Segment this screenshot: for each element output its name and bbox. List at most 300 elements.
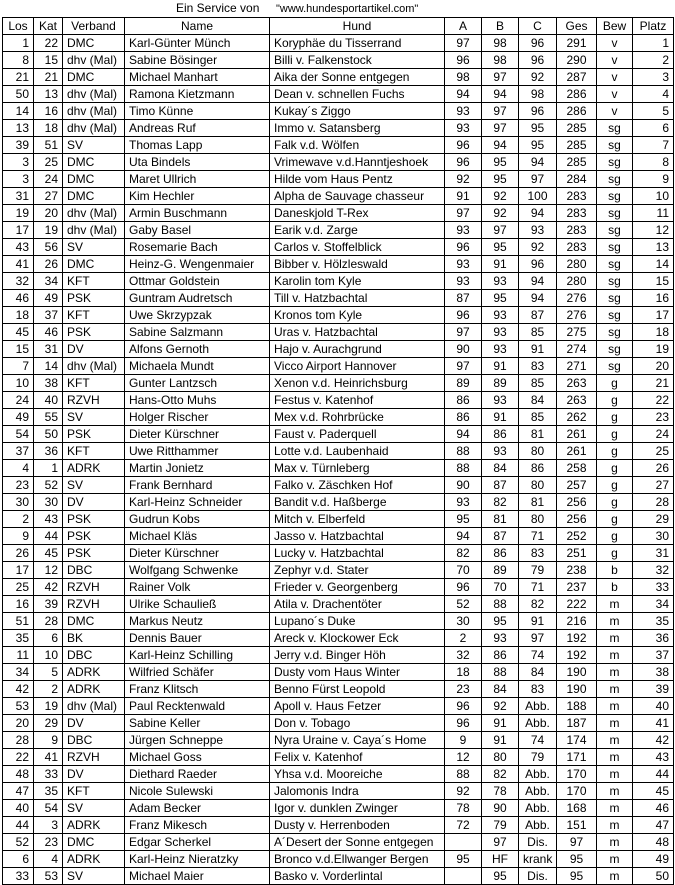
cell-verband: DMC bbox=[63, 69, 125, 86]
cell-name: Sabine Salzmann bbox=[125, 324, 270, 341]
cell-b: 78 bbox=[482, 783, 519, 800]
cell-platz: 37 bbox=[633, 647, 674, 664]
cell-kat: 36 bbox=[34, 443, 63, 460]
cell-c: 94 bbox=[519, 290, 557, 307]
cell-platz: 44 bbox=[633, 766, 674, 783]
cell-hund: Mitch v. Elberfeld bbox=[270, 511, 445, 528]
cell-ges: 285 bbox=[557, 154, 597, 171]
table-row bbox=[3, 783, 674, 800]
cell-los: 3 bbox=[3, 171, 34, 188]
cell-b: 84 bbox=[482, 681, 519, 698]
cell-los: 10 bbox=[3, 375, 34, 392]
table-row bbox=[3, 392, 674, 409]
cell-los: 44 bbox=[3, 817, 34, 834]
cell-bew: m bbox=[597, 681, 633, 698]
cell-verband: dhv (Mal) bbox=[63, 358, 125, 375]
cell-a: 90 bbox=[445, 341, 482, 358]
cell-platz: 50 bbox=[633, 868, 674, 885]
cell-los: 51 bbox=[3, 613, 34, 630]
cell-ges: 283 bbox=[557, 205, 597, 222]
cell-kat: 39 bbox=[34, 596, 63, 613]
cell-ges: 190 bbox=[557, 681, 597, 698]
cell-b: 93 bbox=[482, 443, 519, 460]
cell-verband: ADRK bbox=[63, 851, 125, 868]
cell-hund: Yhsa v.d. Mooreiche bbox=[270, 766, 445, 783]
cell-c: Abb. bbox=[519, 698, 557, 715]
cell-kat: 10 bbox=[34, 647, 63, 664]
cell-bew: m bbox=[597, 647, 633, 664]
cell-kat: 21 bbox=[34, 69, 63, 86]
cell-kat: 4 bbox=[34, 851, 63, 868]
cell-ges: 256 bbox=[557, 494, 597, 511]
cell-ges: 170 bbox=[557, 766, 597, 783]
cell-a: 96 bbox=[445, 579, 482, 596]
cell-kat: 31 bbox=[34, 341, 63, 358]
cell-verband: BK bbox=[63, 630, 125, 647]
cell-a: 91 bbox=[445, 188, 482, 205]
cell-name: Wolfgang Schwenke bbox=[125, 562, 270, 579]
cell-los: 1 bbox=[3, 35, 34, 52]
cell-kat: 33 bbox=[34, 766, 63, 783]
cell-c: 74 bbox=[519, 647, 557, 664]
table-row bbox=[3, 664, 674, 681]
cell-c: 97 bbox=[519, 630, 557, 647]
cell-hund: Falko v. Zäschken Hof bbox=[270, 477, 445, 494]
cell-name: Nicole Sulewski bbox=[125, 783, 270, 800]
cell-ges: 188 bbox=[557, 698, 597, 715]
cell-bew: sg bbox=[597, 120, 633, 137]
cell-hund: Benno Fürst Leopold bbox=[270, 681, 445, 698]
cell-los: 49 bbox=[3, 409, 34, 426]
cell-verband: PSK bbox=[63, 511, 125, 528]
cell-a: 98 bbox=[445, 69, 482, 86]
cell-b: 97 bbox=[482, 103, 519, 120]
table-row bbox=[3, 290, 674, 307]
cell-b: 94 bbox=[482, 86, 519, 103]
cell-kat: 19 bbox=[34, 698, 63, 715]
cell-hund: Aika der Sonne entgegen bbox=[270, 69, 445, 86]
cell-c: Abb. bbox=[519, 783, 557, 800]
cell-kat: 55 bbox=[34, 409, 63, 426]
cell-b: 95 bbox=[482, 154, 519, 171]
cell-hund: Max v. Türnleberg bbox=[270, 460, 445, 477]
cell-ges: 276 bbox=[557, 290, 597, 307]
cell-ges: 237 bbox=[557, 579, 597, 596]
cell-name: Wilfried Schäfer bbox=[125, 664, 270, 681]
cell-hund: Lotte v.d. Laubenhaid bbox=[270, 443, 445, 460]
cell-name: Gudrun Kobs bbox=[125, 511, 270, 528]
cell-name: Uwe Ritthammer bbox=[125, 443, 270, 460]
cell-verband: SV bbox=[63, 868, 125, 885]
cell-platz: 26 bbox=[633, 460, 674, 477]
cell-c: 71 bbox=[519, 528, 557, 545]
cell-c: 96 bbox=[519, 103, 557, 120]
cell-b: 91 bbox=[482, 732, 519, 749]
cell-c: 93 bbox=[519, 222, 557, 239]
cell-verband: SV bbox=[63, 477, 125, 494]
cell-kat: 6 bbox=[34, 630, 63, 647]
cell-b: 82 bbox=[482, 766, 519, 783]
cell-c: 82 bbox=[519, 596, 557, 613]
cell-kat: 15 bbox=[34, 52, 63, 69]
cell-c: 92 bbox=[519, 239, 557, 256]
cell-platz: 16 bbox=[633, 290, 674, 307]
column-header-kat: Kat bbox=[34, 18, 63, 35]
cell-verband: KFT bbox=[63, 443, 125, 460]
cell-verband: DBC bbox=[63, 732, 125, 749]
cell-b: 88 bbox=[482, 596, 519, 613]
cell-platz: 39 bbox=[633, 681, 674, 698]
cell-los: 28 bbox=[3, 732, 34, 749]
cell-verband: DV bbox=[63, 715, 125, 732]
cell-kat: 19 bbox=[34, 222, 63, 239]
cell-b: 92 bbox=[482, 205, 519, 222]
cell-ges: 222 bbox=[557, 596, 597, 613]
cell-b: 70 bbox=[482, 579, 519, 596]
cell-b: 80 bbox=[482, 749, 519, 766]
cell-a: 94 bbox=[445, 528, 482, 545]
cell-hund: Felix v. Katenhof bbox=[270, 749, 445, 766]
table-row bbox=[3, 732, 674, 749]
table-row bbox=[3, 562, 674, 579]
table-row bbox=[3, 698, 674, 715]
cell-a: 95 bbox=[445, 851, 482, 868]
cell-ges: 290 bbox=[557, 52, 597, 69]
cell-platz: 5 bbox=[633, 103, 674, 120]
cell-bew: m bbox=[597, 596, 633, 613]
cell-a: 12 bbox=[445, 749, 482, 766]
cell-verband: dhv (Mal) bbox=[63, 120, 125, 137]
cell-c: 83 bbox=[519, 545, 557, 562]
cell-los: 2 bbox=[3, 511, 34, 528]
cell-a: 97 bbox=[445, 205, 482, 222]
cell-ges: 261 bbox=[557, 443, 597, 460]
cell-c: 97 bbox=[519, 171, 557, 188]
cell-platz: 41 bbox=[633, 715, 674, 732]
cell-bew: g bbox=[597, 511, 633, 528]
cell-hund: Carlos v. Stoffelblick bbox=[270, 239, 445, 256]
cell-ges: 258 bbox=[557, 460, 597, 477]
cell-c: 94 bbox=[519, 205, 557, 222]
cell-hund: A´Desert der Sonne entgegen bbox=[270, 834, 445, 851]
cell-los: 4 bbox=[3, 460, 34, 477]
cell-ges: 283 bbox=[557, 239, 597, 256]
cell-b: 91 bbox=[482, 358, 519, 375]
cell-platz: 33 bbox=[633, 579, 674, 596]
cell-verband: SV bbox=[63, 137, 125, 154]
cell-name: Uta Bindels bbox=[125, 154, 270, 171]
cell-hund: Earik v.d. Zarge bbox=[270, 222, 445, 239]
cell-platz: 24 bbox=[633, 426, 674, 443]
cell-c: 74 bbox=[519, 732, 557, 749]
cell-a: 88 bbox=[445, 443, 482, 460]
cell-b: 94 bbox=[482, 137, 519, 154]
cell-hund: Kronos tom Kyle bbox=[270, 307, 445, 324]
cell-a: 78 bbox=[445, 800, 482, 817]
cell-platz: 15 bbox=[633, 273, 674, 290]
cell-ges: 263 bbox=[557, 375, 597, 392]
cell-platz: 21 bbox=[633, 375, 674, 392]
cell-ges: 190 bbox=[557, 664, 597, 681]
table-row bbox=[3, 477, 674, 494]
table-row bbox=[3, 171, 674, 188]
cell-los: 15 bbox=[3, 341, 34, 358]
cell-verband: RZVH bbox=[63, 579, 125, 596]
cell-name: Uwe Skrzypzak bbox=[125, 307, 270, 324]
cell-kat: 16 bbox=[34, 103, 63, 120]
column-header-verband: Verband bbox=[63, 18, 125, 35]
cell-bew: m bbox=[597, 749, 633, 766]
table-row bbox=[3, 579, 674, 596]
cell-platz: 23 bbox=[633, 409, 674, 426]
table-row bbox=[3, 511, 674, 528]
cell-hund: Areck v. Klockower Eck bbox=[270, 630, 445, 647]
page-header bbox=[0, 0, 675, 17]
cell-b: 93 bbox=[482, 273, 519, 290]
table-row bbox=[3, 749, 674, 766]
column-header-ges: Ges bbox=[557, 18, 597, 35]
cell-verband: dhv (Mal) bbox=[63, 52, 125, 69]
cell-hund: Atila v. Drachentöter bbox=[270, 596, 445, 613]
cell-ges: 283 bbox=[557, 222, 597, 239]
cell-hund: Jasso v. Hatzbachtal bbox=[270, 528, 445, 545]
cell-kat: 52 bbox=[34, 477, 63, 494]
cell-hund: Frieder v. Georgenberg bbox=[270, 579, 445, 596]
cell-platz: 10 bbox=[633, 188, 674, 205]
cell-platz: 2 bbox=[633, 52, 674, 69]
cell-name: Michaela Mundt bbox=[125, 358, 270, 375]
table-row bbox=[3, 273, 674, 290]
cell-a: 92 bbox=[445, 171, 482, 188]
cell-hund: Igor v. dunklen Zwinger bbox=[270, 800, 445, 817]
table-row bbox=[3, 86, 674, 103]
cell-ges: 283 bbox=[557, 188, 597, 205]
cell-b: 93 bbox=[482, 392, 519, 409]
cell-b: 97 bbox=[482, 222, 519, 239]
cell-name: Dieter Kürschner bbox=[125, 545, 270, 562]
cell-verband: dhv (Mal) bbox=[63, 103, 125, 120]
table-header-row bbox=[3, 18, 674, 35]
cell-name: Diethard Raeder bbox=[125, 766, 270, 783]
cell-ges: 170 bbox=[557, 783, 597, 800]
cell-a: 88 bbox=[445, 460, 482, 477]
cell-bew: m bbox=[597, 732, 633, 749]
cell-a bbox=[445, 868, 482, 885]
cell-b: 95 bbox=[482, 290, 519, 307]
cell-name: Ulrike Schauließ bbox=[125, 596, 270, 613]
cell-a: 9 bbox=[445, 732, 482, 749]
cell-los: 32 bbox=[3, 273, 34, 290]
cell-name: Karl-Heinz Nieratzky bbox=[125, 851, 270, 868]
cell-name: Alfons Gernoth bbox=[125, 341, 270, 358]
cell-verband: RZVH bbox=[63, 596, 125, 613]
column-header-hund: Hund bbox=[270, 18, 445, 35]
cell-name: Dieter Kürschner bbox=[125, 426, 270, 443]
cell-bew: sg bbox=[597, 171, 633, 188]
cell-platz: 30 bbox=[633, 528, 674, 545]
cell-verband: PSK bbox=[63, 545, 125, 562]
cell-name: Holger Rischer bbox=[125, 409, 270, 426]
cell-los: 23 bbox=[3, 477, 34, 494]
table-row bbox=[3, 120, 674, 137]
website-url: "www.hundesportartikel.com" bbox=[276, 3, 419, 15]
cell-c: 86 bbox=[519, 460, 557, 477]
cell-ges: 192 bbox=[557, 630, 597, 647]
cell-kat: 43 bbox=[34, 511, 63, 528]
cell-kat: 24 bbox=[34, 171, 63, 188]
cell-ges: 275 bbox=[557, 324, 597, 341]
cell-platz: 36 bbox=[633, 630, 674, 647]
cell-verband: DMC bbox=[63, 613, 125, 630]
cell-los: 50 bbox=[3, 86, 34, 103]
cell-c: 84 bbox=[519, 392, 557, 409]
cell-platz: 25 bbox=[633, 443, 674, 460]
cell-platz: 29 bbox=[633, 511, 674, 528]
cell-a: 93 bbox=[445, 256, 482, 273]
cell-kat: 12 bbox=[34, 562, 63, 579]
cell-los: 24 bbox=[3, 392, 34, 409]
cell-name: Adam Becker bbox=[125, 800, 270, 817]
cell-c: 95 bbox=[519, 120, 557, 137]
cell-c: 83 bbox=[519, 358, 557, 375]
cell-los: 43 bbox=[3, 239, 34, 256]
cell-kat: 23 bbox=[34, 834, 63, 851]
cell-hund: Zephyr v.d. Stater bbox=[270, 562, 445, 579]
cell-verband: PSK bbox=[63, 324, 125, 341]
cell-b: 87 bbox=[482, 477, 519, 494]
cell-ges: 252 bbox=[557, 528, 597, 545]
cell-ges: 291 bbox=[557, 35, 597, 52]
cell-bew: m bbox=[597, 817, 633, 834]
cell-verband: DBC bbox=[63, 647, 125, 664]
column-header-platz: Platz bbox=[633, 18, 674, 35]
cell-verband: KFT bbox=[63, 375, 125, 392]
cell-ges: 285 bbox=[557, 120, 597, 137]
cell-bew: v bbox=[597, 69, 633, 86]
cell-platz: 1 bbox=[633, 35, 674, 52]
cell-a: 94 bbox=[445, 86, 482, 103]
table-row bbox=[3, 545, 674, 562]
cell-name: Dennis Bauer bbox=[125, 630, 270, 647]
table-row bbox=[3, 817, 674, 834]
cell-a: 82 bbox=[445, 545, 482, 562]
cell-los: 18 bbox=[3, 307, 34, 324]
cell-verband: ADRK bbox=[63, 817, 125, 834]
table-row bbox=[3, 528, 674, 545]
cell-bew: m bbox=[597, 766, 633, 783]
cell-hund: Dusty vom Haus Winter bbox=[270, 664, 445, 681]
cell-ges: 287 bbox=[557, 69, 597, 86]
cell-ges: 261 bbox=[557, 426, 597, 443]
cell-b: 97 bbox=[482, 120, 519, 137]
cell-verband: SV bbox=[63, 239, 125, 256]
table-row bbox=[3, 358, 674, 375]
cell-platz: 9 bbox=[633, 171, 674, 188]
cell-verband: SV bbox=[63, 409, 125, 426]
cell-los: 45 bbox=[3, 324, 34, 341]
cell-ges: 97 bbox=[557, 834, 597, 851]
cell-kat: 46 bbox=[34, 324, 63, 341]
cell-bew: g bbox=[597, 545, 633, 562]
cell-a: 23 bbox=[445, 681, 482, 698]
cell-b: 93 bbox=[482, 324, 519, 341]
cell-bew: m bbox=[597, 851, 633, 868]
column-header-a: A bbox=[445, 18, 482, 35]
cell-platz: 48 bbox=[633, 834, 674, 851]
cell-platz: 11 bbox=[633, 205, 674, 222]
cell-platz: 3 bbox=[633, 69, 674, 86]
cell-platz: 7 bbox=[633, 137, 674, 154]
cell-ges: 286 bbox=[557, 86, 597, 103]
cell-bew: m bbox=[597, 783, 633, 800]
cell-c: 81 bbox=[519, 426, 557, 443]
service-label: Ein Service von bbox=[176, 1, 260, 15]
cell-a: 86 bbox=[445, 409, 482, 426]
cell-b: 93 bbox=[482, 341, 519, 358]
cell-b: 82 bbox=[482, 494, 519, 511]
cell-b: 89 bbox=[482, 562, 519, 579]
table-row bbox=[3, 800, 674, 817]
cell-hund: Hajo v. Aurachgrund bbox=[270, 341, 445, 358]
cell-c: 81 bbox=[519, 494, 557, 511]
cell-verband: DMC bbox=[63, 35, 125, 52]
cell-platz: 13 bbox=[633, 239, 674, 256]
cell-a: 88 bbox=[445, 766, 482, 783]
cell-c: 96 bbox=[519, 256, 557, 273]
cell-platz: 6 bbox=[633, 120, 674, 137]
cell-los: 31 bbox=[3, 188, 34, 205]
cell-bew: g bbox=[597, 528, 633, 545]
results-table bbox=[2, 17, 674, 885]
cell-los: 19 bbox=[3, 205, 34, 222]
cell-b: 88 bbox=[482, 664, 519, 681]
cell-name: Michael Goss bbox=[125, 749, 270, 766]
cell-platz: 49 bbox=[633, 851, 674, 868]
cell-bew: sg bbox=[597, 222, 633, 239]
cell-bew: sg bbox=[597, 205, 633, 222]
table-row bbox=[3, 256, 674, 273]
cell-platz: 31 bbox=[633, 545, 674, 562]
cell-c: 85 bbox=[519, 375, 557, 392]
cell-a: 96 bbox=[445, 239, 482, 256]
cell-b: HF bbox=[482, 851, 519, 868]
cell-b: 97 bbox=[482, 834, 519, 851]
cell-b: 95 bbox=[482, 171, 519, 188]
cell-name: Karl-Günter Münch bbox=[125, 35, 270, 52]
cell-verband: PSK bbox=[63, 426, 125, 443]
cell-ges: 216 bbox=[557, 613, 597, 630]
cell-kat: 14 bbox=[34, 358, 63, 375]
cell-bew: sg bbox=[597, 188, 633, 205]
table-row bbox=[3, 426, 674, 443]
cell-platz: 27 bbox=[633, 477, 674, 494]
cell-bew: m bbox=[597, 664, 633, 681]
cell-verband: KFT bbox=[63, 783, 125, 800]
cell-platz: 12 bbox=[633, 222, 674, 239]
cell-name: Gunter Lantzsch bbox=[125, 375, 270, 392]
cell-a: 89 bbox=[445, 375, 482, 392]
cell-c: 87 bbox=[519, 307, 557, 324]
cell-name: Franz Klitsch bbox=[125, 681, 270, 698]
cell-c: 79 bbox=[519, 562, 557, 579]
table-row bbox=[3, 715, 674, 732]
cell-b: 93 bbox=[482, 307, 519, 324]
cell-kat: 28 bbox=[34, 613, 63, 630]
cell-b: 98 bbox=[482, 35, 519, 52]
cell-name: Rosemarie Bach bbox=[125, 239, 270, 256]
cell-bew: sg bbox=[597, 290, 633, 307]
cell-c: 79 bbox=[519, 749, 557, 766]
